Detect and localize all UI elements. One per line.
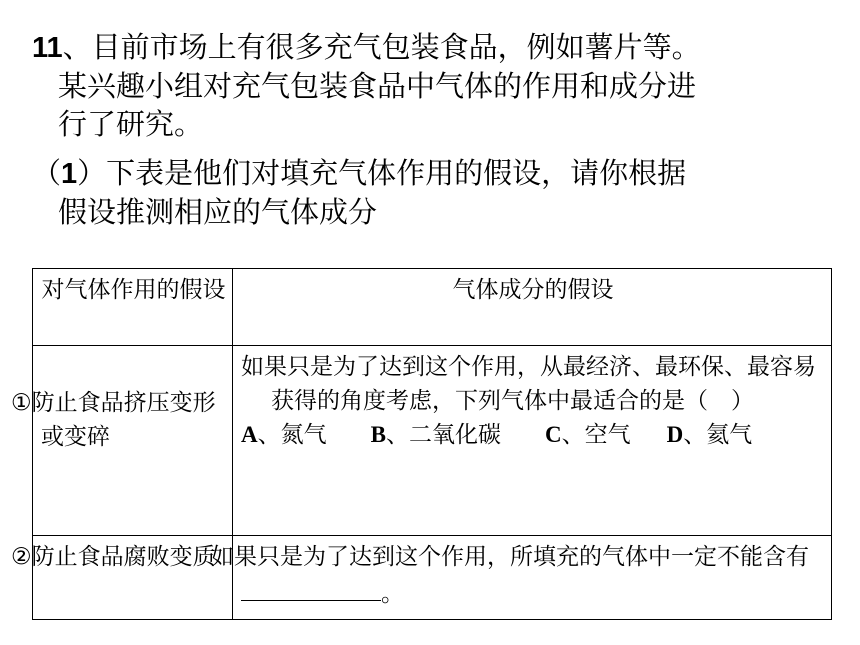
hypothesis-cell: ①防止食品挤压变形或变碎 bbox=[33, 346, 233, 536]
table-row bbox=[33, 346, 832, 536]
hypothesis-table bbox=[11, 268, 832, 620]
part-number: 1 bbox=[61, 158, 78, 190]
row1-question: 如果只是为了达到这个作用，从最经济、最环保、最容易获得的角度考虑，下列气体中最适合的是（ ） bbox=[241, 354, 816, 414]
question-line-3: 行了研究。 bbox=[58, 107, 204, 141]
table-row bbox=[33, 536, 832, 620]
question-text bbox=[32, 28, 832, 231]
option-b: B、二氧化碳 bbox=[370, 422, 501, 448]
option-a: A、氮气 bbox=[241, 422, 327, 448]
header-hypothesis: 对气体作用的假设 bbox=[33, 269, 233, 346]
option-d: D、氦气 bbox=[666, 422, 753, 448]
header-gas-composition: 气体成分的假设 bbox=[233, 269, 832, 346]
question-number: 11 bbox=[32, 32, 63, 64]
gas-cell bbox=[233, 346, 832, 536]
question-line-1: 11、目前市场上有很多充气包装食品，例如薯片等。 bbox=[32, 30, 701, 64]
part-line-1: （1）下表是他们对填充气体作用的假设，请你根据 bbox=[32, 156, 687, 190]
hypothesis-cell: ②防止食品腐败变质 bbox=[33, 536, 233, 620]
part-line-2: 假设推测相应的气体成分 bbox=[58, 195, 378, 229]
answer-blank[interactable] bbox=[241, 574, 381, 601]
gas-cell: 如果只是为了达到这个作用，所填充的气体中一定不能含有。 bbox=[233, 536, 832, 620]
options bbox=[241, 418, 825, 452]
option-c: C、空气 bbox=[544, 422, 631, 448]
question-line-2: 某兴趣小组对充气包装食品中气体的作用和成分进 bbox=[58, 69, 697, 103]
table-header-row bbox=[33, 269, 832, 346]
